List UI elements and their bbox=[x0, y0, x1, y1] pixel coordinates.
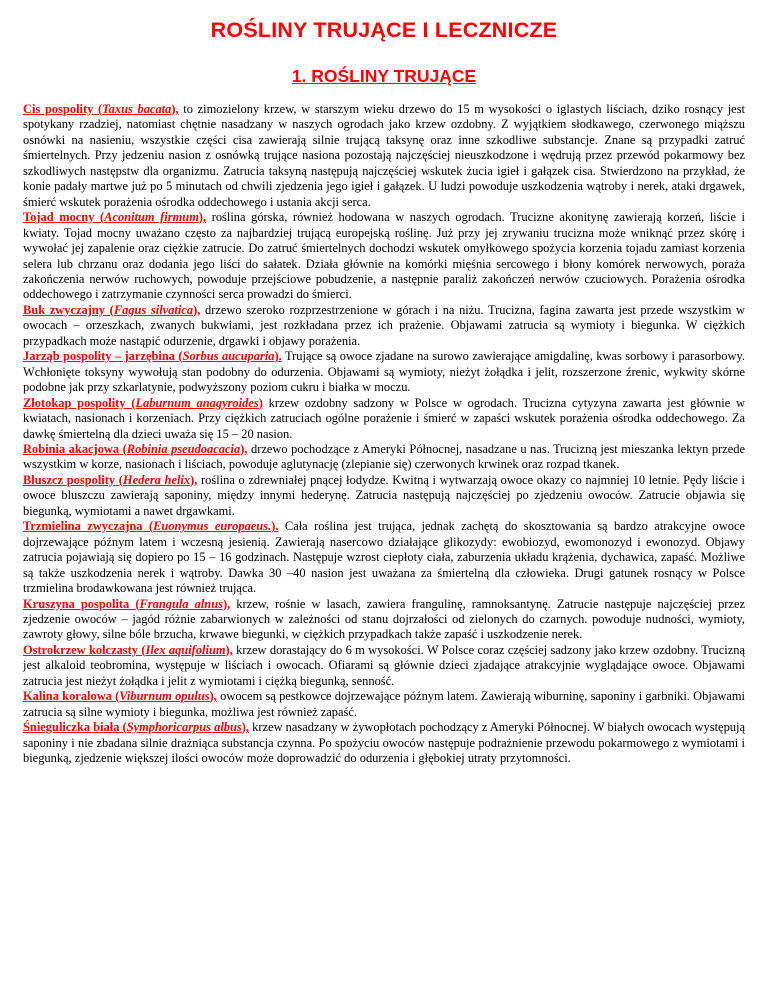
plant-latin-name: Laburnum anagyroides bbox=[135, 395, 259, 410]
plant-latin-name: Taxus bacata bbox=[102, 102, 172, 116]
plant-name: Trzmielina zwyczajna (Euonymus europaeus.). bbox=[23, 519, 279, 534]
plant-description: krzew dorastający do 6 m wysokości. W Polsce coraz częściej sadzony jako krzew ozdobny. Trucizną jest alkaloid teobromina, występuje w liściach i owocach. Ofiarami są głównie dzieci zjadające atrakcyjnie wyglądające owoce. Objawami zatrucia jest nieżyt żołądka i jelit z wymiotami i ciężką biegunką, senność. bbox=[23, 642, 745, 688]
plant-name: Kalina koralowa (Viburnum opulus), bbox=[23, 689, 217, 704]
plant-latin-name: Fagus silvatica bbox=[113, 302, 194, 317]
document-body bbox=[23, 102, 745, 766]
plant-description: krzew, rośnie w lasach, zawiera frangulinę, ramnoksantynę. Zatrucie następuje najczęściej przez zjedzenie owoców – jagód różnie zabarwionych w zależności od stanu dojrzałości od zielonych do czarnych. powoduje nudności, wymioty, zawroty głowy, silne bóle brzucha, krwawe biegunki, w ciężkich przypadkach także zapaść i uszkodzenie nerek. bbox=[23, 596, 745, 642]
section-heading-text: 1. ROŚLINY TRUJĄCE bbox=[291, 66, 477, 86]
plant-description: krzew ozdobny sadzony w Polsce w ogrodach. Trucizna cytyzyna zawarta jest głównie w kwiatach, nasionach i korzeniach. Przy ciężkich zatruciach ogólne porażenie i śmierć w zapaści wskutek porażenia ośrodka oddechowego. Za dawkę śmiertelną dla dzieci uważa się 15 – 20 nasion. bbox=[23, 395, 745, 441]
plant-entry bbox=[23, 720, 745, 766]
plant-name: Tojad mocny (Aconitum firmum), bbox=[23, 210, 207, 225]
plant-latin-name: Frangula alnus bbox=[139, 596, 223, 611]
plant-latin-name: Aconitum firmum bbox=[104, 210, 199, 225]
plant-name: Robinia akacjowa (Robinia pseudoacacia), bbox=[23, 441, 248, 456]
plant-name: Cis pospolity (Taxus bacata), bbox=[23, 102, 179, 116]
plant-description: roślina górska, również hodowana w naszych ogrodach. Trucizne akonitynę zawierają korzeń, liście i kwiaty. Tojad mocny uważano często za najbardziej trującą europejską roślinę. Już przy jej zrywaniu trucizna może wniknąć przez skórę i wywołać jej zapalenie oraz ciężkie zatrucie. Do zatruć śmiertelnych dochodzi wskutek omyłkowego spożycia korzenia tojadu zamiast korzenia selera lub chrzanu oraz dodania jego liści do sałatek. Działa głównie na komórki mięśnia sercowego i błony komórek nerwowych, poraża zakończenia nerwów ruchowych, powoduje przejściowe pobudzenie, a następnie paraliż zakończeń nerwów czuciowych. Porażenia ośrodka oddechowego i zatrzymanie czynności serca prowadzi do śmierci. bbox=[23, 210, 745, 302]
plant-description: drzewo szeroko rozprzestrzenione w górach i na niżu. Trucizna, fagina zawarta jest przede wszystkim w owocach – orzeszkach, zwanych bukwiami, jest rozkładana przez ich prażenie. Objawami zatrucia są wymioty i biegunka. W ciężkich przypadkach może nastąpić odurzenie, drgawki i objawy porażenia. bbox=[23, 302, 745, 348]
plant-description: to zimozielony krzew, w starszym wieku drzewo do 15 m wysokości o iglastych liściach, dziko rosnący jest spotykany rzadziej, natomiast chętnie nasadzany w naszych ogrodach jako krzew ozdobny. Z wyjątkiem słodkawego, czerwonego miąższu osnówki na nasieniu, wszystkie części cisa zawierają silnie trującą taksynę oraz inne szkodliwe substancje. Znane są przypadki zatruć śmiertelnych. Przy jedzeniu nasion z osnówką trujące nasiona pozostają najczęściej nieuszkodzone i wędrują przez przewód pokarmowy bez szkodliwych następstw dla organizmu. Zatrucia taksyną następują najczęściej wskutek żucia igieł i gałązek cisa. Stwierdzono na przykład, że konie padały martwe już po 5 minutach od chwili zjedzenia jego igieł i gałązek. U ludzi powoduje uszkodzenia wątroby i nerek, ataki drgawek, śmierć wskutek porażenia ośrodka oddechowego i ustania akcji serca. bbox=[23, 102, 745, 209]
plant-latin-name: Sorbus aucuparia bbox=[182, 349, 275, 364]
plant-entry bbox=[23, 597, 745, 643]
plant-name: Kruszyna pospolita (Frangula alnus), bbox=[23, 596, 231, 611]
plant-entry bbox=[23, 396, 745, 442]
plant-entry bbox=[23, 519, 745, 596]
plant-name: Śnieguliczka biała (Symphoricarpus albus), bbox=[23, 720, 250, 735]
plant-description: owocem są pestkowce dojrzewające późnym latem. Zawierają wiburninę, saponiny i garbniki. Objawami zatrucia są silne wymioty i biegunka, możliwa jest również zapaść. bbox=[23, 689, 745, 719]
plant-entry bbox=[23, 643, 745, 689]
plant-name: Ostrokrzew kolczasty (Ilex aquifolium), bbox=[23, 642, 233, 657]
plant-latin-name: Euonymus europaeus. bbox=[153, 519, 272, 534]
plant-latin-name: Ilex aquifolium bbox=[145, 642, 226, 657]
plant-latin-name: Viburnum opulus bbox=[119, 689, 210, 704]
plant-latin-name: Hedera helix bbox=[122, 472, 191, 487]
plant-entry bbox=[23, 102, 745, 210]
plant-name: Buk zwyczajny (Fagus silvatica), bbox=[23, 302, 201, 317]
plant-entry bbox=[23, 210, 745, 303]
plant-entry bbox=[23, 349, 745, 395]
plant-name: Bluszcz pospolity (Hedera helix), bbox=[23, 472, 198, 487]
plant-entry bbox=[23, 442, 745, 473]
section-heading bbox=[0, 66, 768, 87]
plant-entry bbox=[23, 473, 745, 519]
plant-description: Cała roślina jest trująca, jednak zachętą do skosztowania są bardzo atrakcyjne owoce dojrzewające późnym latem i wczesną jesienią. Zawierają nasercowo działające glikozydy: ewobiozyd, ewomonozyd i ewonozyd. Objawy zatrucia pojawiają się dopiero po 15 – 16 godzinach. Następuje wzrost ciepłoty ciała, zaburzenia układu krążenia, dychawica, zapaść. Możliwe są także uszkodzenia nerek i wątroby. Dawka 30 –40 nasion jest uważana za śmiertelną dla człowieka. Drugi gatunek rosnący w Polsce trzmielina brodawkowana jest również trująca. bbox=[23, 519, 745, 596]
plant-entry bbox=[23, 303, 745, 349]
plant-description: krzew nasadzany w żywopłotach pochodzący z Ameryki Północnej. W białych owocach występują saponiny i nie zbadana silnie drażniąca substancja czynna. Po spożyciu owoców następuje podrażnienie przewodu pokarmowego z wymiotami i biegunką, zjedzenie większej ilości owoców może doprowadzić do odurzenia i głębokiej utraty przytomności. bbox=[23, 720, 745, 766]
plant-latin-name: Symphoricarpus albus bbox=[126, 720, 242, 735]
plant-entry bbox=[23, 689, 745, 720]
page-title: ROŚLINY TRUJĄCE I LECZNICZE bbox=[210, 18, 558, 42]
plant-description: drzewo pochodzące z Ameryki Północnej, nasadzane u nas. Trucizną jest mieszanka lektyn przede wszystkim w korze, nasionach i liściach, powoduje aglutynację (zlepianie się) czerwonych krwinek oraz rozpad tkanek. bbox=[23, 441, 745, 472]
plant-name: Złotokap pospolity (Laburnum anagyroides) bbox=[23, 395, 263, 410]
plant-description: Trujące są owoce zjadane na surowo zawierające amigdalinę, kwas sorbowy i parasorbowy. Wchłonięte toksyny wywołują stan podobny do odurzenia. Objawami są wymioty, nieżyt żołądka i jelit, rozszerzone źrenic, wykwity skórne podobne jak przy szkarlatynie, podwyższony poziom cukru i białka w moczu. bbox=[23, 349, 745, 395]
plant-name: Jarząb pospolity – jarzębina (Sorbus aucuparia). bbox=[23, 349, 282, 364]
plant-description: roślina o zdrewniałej pnącej łodydze. Kwitną i wytwarzają owoce okazy co najmniej 10 letnie. Pędy liście i owoce bluszczu zawierają saponiny, między innymi hederynę. Zatrucia następują najczęściej po zjedzeniu owoców. Zatrucie objawia się biegunką, wymiotami a nawet drgawkami. bbox=[23, 472, 745, 518]
plant-latin-name: Robinia pseudoacacia bbox=[126, 441, 241, 456]
